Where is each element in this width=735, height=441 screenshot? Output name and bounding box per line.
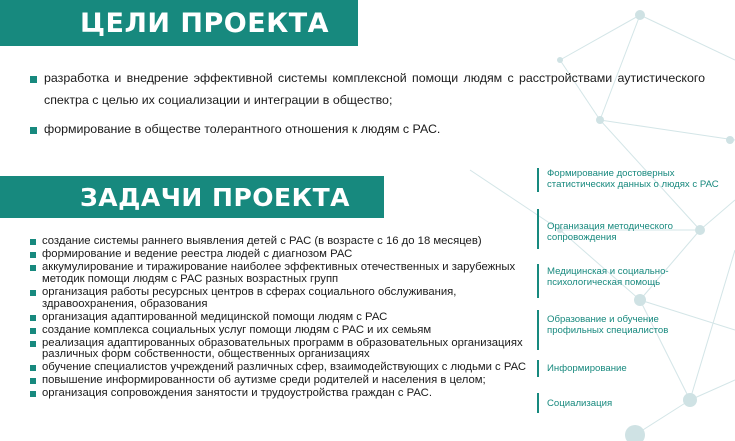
task-text: создание системы раннего выявления детей с РАС (в возрасте с 16 до 18 месяцев) [42,235,482,247]
square-bullet-icon [30,290,36,296]
direction-item: Организация методического сопровождения [537,209,717,249]
task-item [30,262,530,286]
task-item [30,287,530,311]
task-item [30,362,530,374]
task-item [30,375,530,387]
goals-list [30,68,705,142]
tasks-title: ЗАДАЧИ ПРОЕКТА [80,182,350,212]
task-text: организация работы ресурсных центров в сферах социального обслуживания, здравоохранения, образования [42,285,457,310]
goals-title: ЦЕЛИ ПРОЕКТА [80,7,330,39]
task-text: реализация адаптированных образовательных программ в образовательных организациях различных форм собственности, общественных организациях [42,336,523,361]
task-item [30,249,530,261]
task-item [30,325,530,337]
task-text: организация сопровождения занятости и трудоустройства граждан с РАС. [42,387,432,400]
square-bullet-icon [30,315,36,321]
square-bullet-icon [30,265,36,271]
direction-item: Формирование достоверных статистических данных о людях с РАС [537,168,727,192]
square-bullet-icon [30,328,36,334]
task-item [30,236,530,248]
goal-item [30,119,705,141]
task-item [30,312,530,324]
square-bullet-icon [30,76,37,83]
square-bullet-icon [30,127,37,134]
direction-item: Образование и обучение профильных специалистов [537,310,717,350]
tasks-list [30,236,530,401]
square-bullet-icon [30,252,36,258]
task-text: создание комплекса социальных услуг помощи людям с РАС и их семьям [42,323,432,336]
square-bullet-icon [30,391,36,397]
task-text: аккумулирование и тиражирование наиболее эффективных отечественных и зарубежных методик помощи людям с РАС разных возрастных групп [42,260,516,285]
square-bullet-icon [30,341,36,347]
task-item [30,338,530,362]
task-item [30,388,530,400]
goals-title-banner [0,0,358,46]
goal-text: разработка и внедрение эффективной системы комплексной помощи людям с расстройствами аутистического спектра с целью их социализации и интеграции в общество; [44,71,705,107]
square-bullet-icon [30,365,36,371]
direction-item: Медицинская и социально-психологическая помощь [537,264,717,298]
goal-item [30,68,705,111]
square-bullet-icon [30,239,36,245]
task-text: обучение специалистов учреждений различных сфер, взаимодействующих с людьми с РАС [42,361,527,374]
direction-item: Социализация [537,393,717,413]
task-text: организация адаптированной медицинской помощи людям с РАС [42,310,388,323]
square-bullet-icon [30,378,36,384]
task-text: повышение информированности об аутизме среди родителей и населения в целом; [42,374,486,387]
goal-text: формирование в обществе толерантного отношения к людям с РАС. [44,122,441,136]
task-text: формирование и ведение реестра людей с диагнозом РАС [42,247,353,260]
direction-item: Информирование [537,360,717,377]
tasks-title-banner [0,176,384,218]
